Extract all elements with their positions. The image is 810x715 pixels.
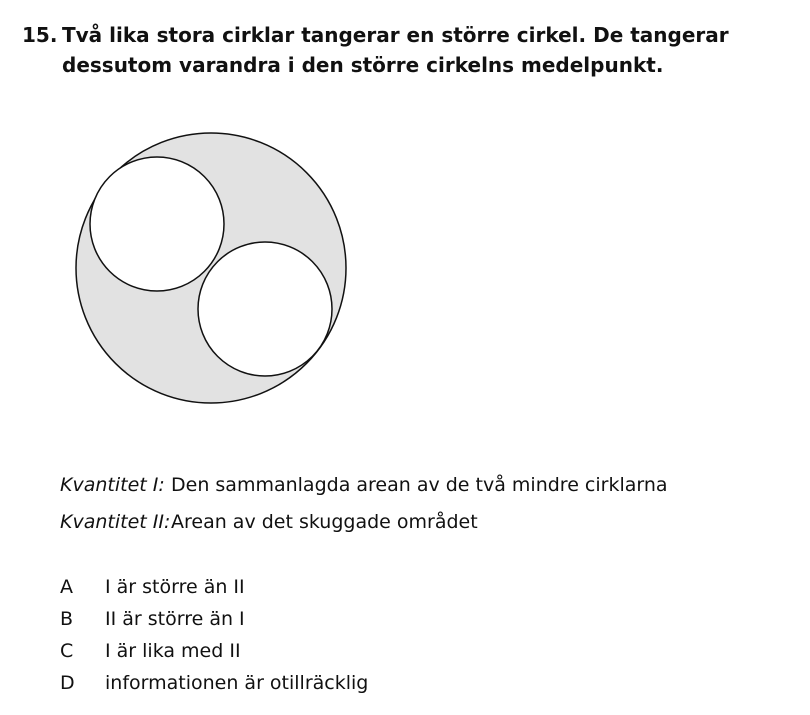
small-circle-lower [198,242,332,376]
option-b-text: II är större än I [105,608,245,630]
option-d-text: informationen är otillräcklig [105,672,369,694]
question-number: 15. [22,23,58,47]
circle-figure [70,125,360,415]
quantity-one-label: Kvantitet I: [60,474,165,496]
quantity-two-label: Kvantitet II: [60,511,171,533]
quantity-one-text: Den sammanlagda arean av de två mindre cirklarna [171,474,668,496]
option-c-text: I är lika med II [105,640,241,662]
option-a-text: I är större än II [105,576,245,598]
option-b-letter: B [60,608,74,630]
small-circle-upper [90,157,224,291]
option-c-letter: C [60,640,74,662]
option-a-letter: A [60,576,73,598]
question-text: Två lika stora cirklar tangerar en större cirkel. De tangerar dessutom varandra i den större cirkelns medelpunkt. [62,23,729,77]
option-d-letter: D [60,672,75,694]
quantity-two-text: Arean av det skuggade området [171,511,478,533]
